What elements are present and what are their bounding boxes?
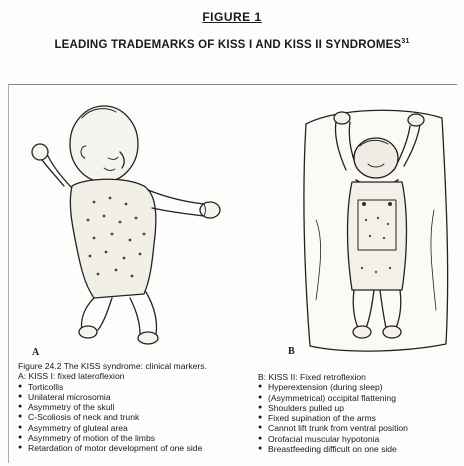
list-item: ● Retardation of motor development of one side [18, 443, 207, 453]
list-item: ● Hyperextension (during sleep) [258, 382, 408, 392]
list-item: ● Asymmetry of gluteal area [18, 423, 207, 433]
caption-kiss-ii [258, 372, 408, 454]
caption-kiss-i [18, 361, 207, 454]
figure-title [0, 38, 464, 51]
figure-title-text: LEADING TRADEMARKS OF KISS I AND KISS II SYNDROMES [54, 38, 402, 51]
list-item: ● Breastfeeding difficult on one side [258, 444, 408, 454]
list-item: ● (Asymmetrical) occipital flattening [258, 393, 408, 403]
list-item: ● C-Scoliosis of neck and trunk [18, 412, 207, 422]
kiss-i-subhead: A: KISS I: fixed lateroflexion [18, 371, 125, 382]
list-item: ● Shoulders pulled up [258, 403, 408, 413]
kiss-ii-markers-list [258, 382, 408, 454]
panel-letter-b: B [288, 346, 295, 357]
list-item: ● Unilateral microsomia [18, 392, 207, 402]
kiss-ii-subhead: B: KISS II: Fixed retroflexion [258, 372, 366, 382]
list-item: ● Asymmetry of motion of the limbs [18, 433, 207, 443]
figure-caption-head: Figure 24.2 The KISS syndrome: clinical markers. [18, 361, 207, 371]
figure-title-reference: 31 [401, 38, 410, 45]
panel-letter-a: A [32, 347, 40, 358]
list-item: ● Fixed supination of the arms [258, 413, 408, 423]
infant-illustration-b [296, 100, 456, 360]
figure-label: FIGURE 1 [202, 10, 262, 24]
kiss-i-markers-list [18, 382, 207, 454]
list-item: ● Asymmetry of the skull [18, 402, 207, 412]
list-item: ● Torticollis [18, 382, 207, 392]
infant-illustration-a [24, 94, 234, 356]
list-item: ● Cannot lift trunk from ventral position [258, 423, 408, 433]
list-item: ● Orofacial muscular hypotonia [258, 434, 408, 444]
